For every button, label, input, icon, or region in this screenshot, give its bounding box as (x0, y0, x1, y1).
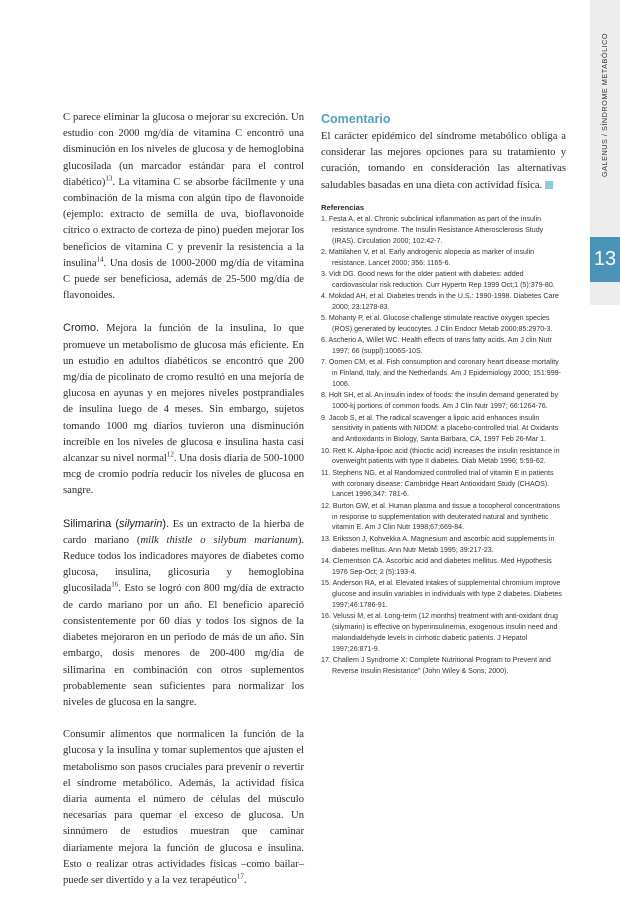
reference-item: 14. Clementson CA. Ascorbic acid and diabetes mellitus. Med Hypothesis 1976 Sep-Oct; 2 (5):193-4. (321, 556, 552, 576)
lead-text: Silimarina ( (63, 517, 119, 530)
comment-body (321, 129, 566, 194)
reference-item: 7. Oomen CM, et al. Fish consumption and coronary heart disease mortality in Finland, Italy, and the Netherlands. Am J Epidemiology 2000; 151:999-1006. (321, 358, 561, 389)
citation-mark: 13 (105, 174, 113, 183)
paragraph-text: C parece eliminar la glucosa o mejorar su excreción. Un estudio con 2000 mg/día de vitamina C encontró una disminución en los niveles de glucosa y de hemoglobina glucosilada (un marcador estándar para el control diabético) (63, 112, 304, 188)
comment-text: El carácter epidémico del síndrome metabólico obliga a considerar las mejores opciones para su tratamiento y curación, tomando en consideración las alternativas saludables basadas en una dieta con actividad física. (321, 131, 566, 191)
end-of-article-mark (545, 181, 553, 189)
left-column (63, 110, 304, 905)
reference-item: 4. Mokdad AH, et al. Diabetes trends in the U.S.: 1990-1998. Diabetes Care 2000; 23:1278-83. (321, 292, 559, 311)
reference-item: 17. Challem J Syndrome X: Complete Nutritional Program to Prevent and Reverse Insulin Resistance" (John Wiley & Sons, 2000). (321, 655, 551, 675)
paragraph-text: Consumir alimentos que normalicen la función de la glucosa y la insulina y tomar suplementos que ajusten el metabolismo son pasos cruciales para prevenir o revertir el síndrome metabólico. Además, la actividad física diaria aumenta el número de células del músculo necesarias para quemar el exceso de glucosa. Un sinnúmero de estudios muestran que caminar diariamente mejora la función de glucosa e insulina. Esto o realizar otras actividades físicas –como bailar– puede ser divertido y a la vez terapéutico (63, 729, 304, 886)
reference-item: 11. Stephens NG, et al Randomized controlled trial of vitamin E in patients with coronary disease: Cambridge Heart Antioxidant Study (CHAOS). Lancet 1996;347: 781-6. (321, 468, 554, 499)
reference-item: 16. Velussi M, et al. Long-term (12 months) treatment with anti-oxidant drug (silymarin) is effective on hyperinsulinemia, exogenous insulin need and malondialdehyde levels in cirrhotic diabetic patients. J Hepatol 1997;26:871-9. (321, 611, 558, 653)
reference-item: 12. Burton GW, et al. Human plasma and tissue a tocopherol concentrations in response to supplementation with deuterated natural and synthetic vitamin E. Am J Clin Nutr 1998;67;669-84. (321, 501, 560, 532)
references-list (321, 214, 566, 677)
reference-item: 9. Jacob S, et al. The radical scavenger a lipoic acid enhances insulin sensitivity in patients with NIDDM: a placebo-controlled trial. At Oxidants and Antioxidants in Biology, Santa Barbara, CA, 1997 Feb 26-Mar 1. (321, 413, 559, 444)
paragraph-text: Mejora la función de la insulina, lo que promueve un metabolismo de glucosa más eficiente. En un estudio en adultos diabéticos se encontró que 200 mg/día de picolinato de cromo resultó en una mejoría de glucosa en ayunas y en mejores niveles postprandiales de insulina luego de 4 meses. Sin embargo, sujetos tomando 1000 mg diarios tuvieron una disminución increíble en los niveles de glucosa e insulina hasta casi alcanzar su nivel normal (63, 323, 304, 465)
paragraph-text: . Esto se logró con 800 mg/día de extracto de cardo mariano por un año. El beneficio apareció consistentemente por 60 días y todos los signos de la diabetes mejoraron en un periodo de más de un año. Sin embargo, dosis menores de 200-400 mg/día de silimarina en combinación con otros suplementos probablemente sean suficientes para normalizar los niveles de glucosa en la sangre. (63, 583, 304, 708)
reference-item: 2. Mattilahen V, et al. Early androgenic alopecia as marker of insulin resistance. Lancet 2000; 356: 1165-6. (321, 247, 535, 267)
citation-mark: 16 (111, 580, 119, 589)
reference-item: 5. Mohanty P, et al. Glucose challenge stimulate reactive oxygen species (ROS) generated by leucocytes. J Clin Endocr Metab 2000;85:2970-3. (321, 314, 553, 334)
citation-mark: 17 (236, 872, 244, 881)
reference-item: 15. Anderson RA, et al. Elevated intakes of supplemental chromium improve glucose and insulin variables in individuals with type 2 diabetes. Diabetes 1997;46:1786-91. (321, 578, 562, 609)
paragraph-vitamin-c (63, 110, 304, 304)
section-lead-cromo: Cromo. (63, 322, 100, 335)
reference-item: 13. Eriksson J, Kohvekka A. Magnesium and ascorbic acid supplements in diabetes mellitus. Ann Nutr Metab 1995; 39:217-23. (321, 534, 555, 554)
reference-item: 6. Ascherio A, Willet WC. Health effects of trans fatty acids. Am J clin Nutr 1997; 66 (suppl):1006S-10S. (321, 336, 552, 356)
reference-item: 8. Holt SH, et al. An insulin index of foods: the insulin demand generated by 1000-kj portions of common foods. Am J Clin Nutr 1997; 66:1264-76. (321, 391, 558, 411)
paragraph-text: . La vitamina C se absorbe fácilmente y una combinación de la misma con algún tipo de flavonoide (ejemplo: extracto de semilla de uva, bioflavonoide cítrico o extracto de corteza de pino) pueden mejorar los beneficios de vitamina C y prevenir la resistencia a la insulina (63, 176, 304, 269)
paragraph-text: . (243, 874, 247, 886)
paragraph-text: Es un extracto de la hierba de cardo mariano ( (63, 518, 304, 546)
running-header-label: GALENUS / SÍNDROME METABÓLICO (600, 32, 609, 177)
references-heading: Referencias (321, 202, 365, 212)
citation-mark: 14 (96, 255, 104, 264)
italic-text: milk thistle o silybum marianum (140, 534, 298, 546)
paragraph-cromo (63, 320, 304, 499)
comment-heading: Comentario (321, 112, 391, 126)
paragraph-text: ). Reduce todos los indicadores mayores de diabetes como glucosa, insulina, glicosuria y hemoglobina glucosilada (63, 534, 304, 595)
lead-italic: silymarin (119, 517, 163, 530)
citation-mark: 12 (166, 450, 174, 459)
reference-item: 1. Festa A, et al. Chronic subclinical inflammation as part of the insulin resistance syndrome. The Insulin Resistance Atherosclerosis Study (IRAS). Circulation 2000; 102:42-7. (321, 214, 544, 245)
reference-item: 3. Vidt DG. Good news for the older patient with diabetes: added cardiovascular risk reduction. Curr Hypertn Rep 1999 Oct;1 (5):379-80. (321, 269, 555, 289)
page-number: 13 (590, 237, 620, 282)
paragraph-silimarina (63, 516, 304, 711)
reference-item: 10. Rett K. Alpha-lipoic acid (thioctic acid) increases the insulin resistance in overweight patients with type II diabetes. Diab Metab 1996; 5:59-62. (321, 446, 560, 466)
lead-end: ). (162, 517, 170, 530)
right-column (321, 112, 566, 677)
paragraph-text: . Una dosis de 1000-2000 mg/día de vitamina C puede ser beneficiosa, además de 25-500 mg/día de flavonoides. (63, 257, 304, 302)
section-lead-silimarina (63, 518, 169, 530)
paragraph-text: . Una dosis diaria de 500-1000 mcg de cromio podría reducir los niveles de glucosa en sangre. (63, 453, 304, 497)
paragraph-closing (63, 727, 304, 889)
